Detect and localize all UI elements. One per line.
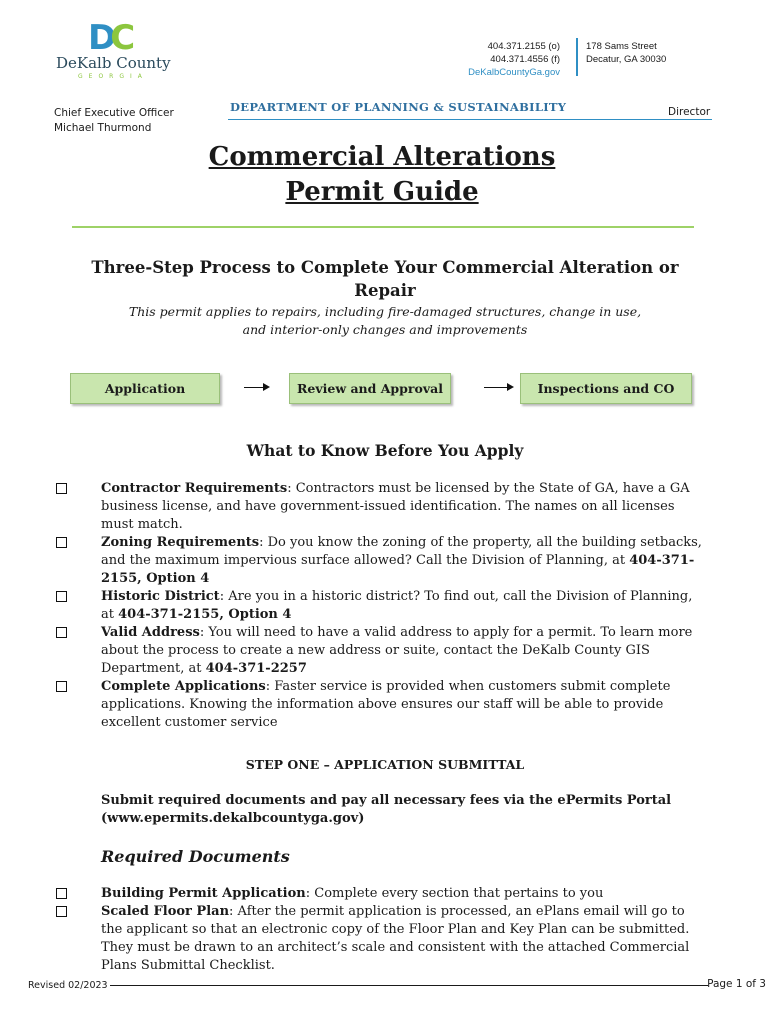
item-term: Building Permit Application [101, 886, 306, 901]
logo-state-name: GEORGIA [78, 73, 148, 80]
phone-number: 404-371-2155, Option 4 [118, 607, 292, 622]
ceo-title: Chief Executive Officer [54, 107, 174, 119]
note-line-1: This permit applies to repairs, including fire-damaged structures, change in use, [128, 304, 642, 319]
item-term: Historic District [101, 589, 220, 604]
title-divider [72, 226, 694, 228]
ceo-block [54, 106, 174, 136]
item-text: : Faster service is provided when customers submit complete applications. Knowing the information above ensures our staff will be able to provide excellent customer service [101, 679, 671, 730]
item-text: : Contractors must be licensed by the State of GA, have a GA business license, and have government-issued identification. The names on all licenses must match. [101, 481, 690, 532]
required-documents-checklist [54, 885, 704, 975]
subtitle-line-2: Repair [354, 281, 416, 300]
step-inspections-co: Inspections and CO [520, 373, 692, 404]
checkbox-icon[interactable] [56, 888, 67, 899]
department-name: DEPARTMENT OF PLANNING & SUSTAINABILITY [230, 100, 567, 114]
street-address: 178 Sams Street [586, 41, 657, 52]
checkbox-icon[interactable] [56, 483, 67, 494]
checkbox-icon[interactable] [56, 627, 67, 638]
header-rule [228, 119, 712, 120]
logo-county-name: DeKalb County [56, 54, 171, 72]
header-phones [468, 40, 560, 79]
portal-url-link[interactable]: (www.epermits.dekalbcountyga.gov) [101, 811, 365, 826]
title-line-2: Permit Guide [285, 177, 479, 207]
arrow-right-icon [244, 387, 268, 388]
page-title [0, 140, 764, 210]
permit-scope-note [60, 303, 710, 339]
logo-initials: DC [88, 18, 130, 58]
before-apply-checklist [54, 480, 704, 732]
page-number: Page 1 of 3 [707, 978, 766, 990]
item-text: : Complete every section that pertains to you [305, 886, 604, 901]
item-term: Complete Applications [101, 679, 266, 694]
address-divider [576, 38, 578, 76]
header-address [586, 40, 666, 66]
checklist-item-permit-application [54, 885, 704, 903]
checklist-item-floor-plan [54, 903, 704, 975]
portal-instructions [101, 792, 721, 828]
checkbox-icon[interactable] [56, 591, 67, 602]
county-website-link[interactable]: DeKalbCountyGa.gov [468, 67, 560, 78]
required-documents-heading: Required Documents [101, 847, 290, 866]
checklist-item-contractor [54, 480, 704, 534]
fax-phone: 404.371.4556 (f) [490, 54, 560, 65]
item-term: Scaled Floor Plan [101, 904, 230, 919]
checkbox-icon[interactable] [56, 906, 67, 917]
item-text: : Do you know the zoning of the property, all the building setbacks, and the maximum impervious surface allowed? Call the Division of Planning, at [101, 535, 702, 568]
note-line-2: and interior-only changes and improvements [242, 322, 528, 337]
step-application: Application [70, 373, 220, 404]
item-text: : After the permit application is processed, an ePlans email will go to the applicant so that an electronic copy of the Floor Plan and Key Plan can be submitted. They must be drawn to an architect’s scale and consistent with the attached Commercial Plans Submittal Checklist. [101, 904, 690, 973]
item-text: : Are you in a historic district? To find out, call the Division of Planning, at [101, 589, 693, 622]
office-phone: 404.371.2155 (o) [487, 41, 560, 52]
city-state-zip: Decatur, GA 30030 [586, 54, 667, 65]
checklist-item-complete-apps [54, 678, 704, 732]
step-one-heading: STEP ONE – APPLICATION SUBMITTAL [245, 757, 525, 772]
process-subtitle [60, 256, 710, 302]
ceo-name: Michael Thurmond [54, 122, 152, 134]
phone-number: 404-371-2155, Option 4 [101, 553, 695, 586]
checkbox-icon[interactable] [56, 681, 67, 692]
arrow-right-icon [484, 387, 512, 388]
item-text: : You will need to have a valid address to apply for a permit. To learn more about the process to create a new address or suite, contact the DeKalb County GIS Department, at [101, 625, 693, 676]
checkbox-icon[interactable] [56, 537, 67, 548]
subtitle-line-1: Three-Step Process to Complete Your Commercial Alteration or [91, 258, 679, 277]
dekalb-county-logo [54, 18, 171, 84]
revised-date: Revised 02/2023 [28, 980, 108, 991]
step-review-approval: Review and Approval [289, 373, 451, 404]
item-term: Contractor Requirements [101, 481, 288, 496]
portal-line-1: Submit required documents and pay all necessary fees via the ePermits Portal [101, 793, 672, 808]
phone-number: 404-371-2257 [205, 661, 307, 676]
checklist-item-historic [54, 588, 704, 624]
checklist-item-zoning [54, 534, 704, 588]
item-term: Valid Address [101, 625, 200, 640]
director-title: Director [668, 106, 711, 118]
checklist-item-address [54, 624, 704, 678]
item-term: Zoning Requirements [101, 535, 260, 550]
title-line-1: Commercial Alterations [208, 142, 556, 172]
before-apply-heading: What to Know Before You Apply [246, 441, 524, 460]
footer-rule [28, 985, 708, 986]
